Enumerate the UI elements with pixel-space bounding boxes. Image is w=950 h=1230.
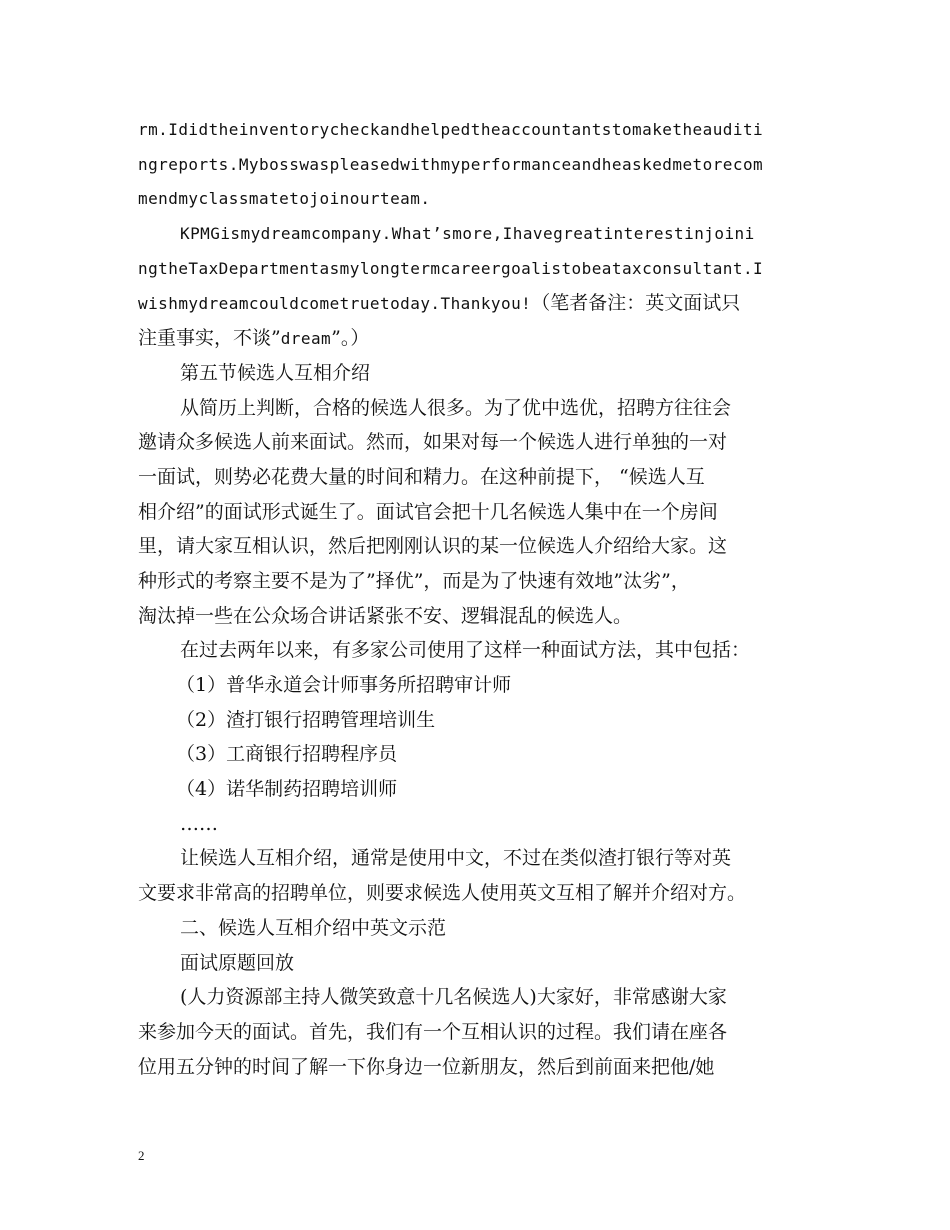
- text-span: wishmydreamcouldcometruetoday.Thankyou!: [138, 294, 532, 314]
- section-heading: 二、候选人互相介绍中英文示范: [180, 916, 447, 939]
- text-span: dream: [280, 329, 332, 349]
- paragraph-start-line: KPMGismydreamcompany.What’smore,Ihavegreatinterestinjoini: [180, 224, 755, 244]
- text-span: ”。）: [331, 327, 370, 350]
- text-line: rm.Ididtheinventorycheckandhelpedtheaccountantstomaketheauditi: [138, 120, 764, 139]
- text-line: 来参加今天的面试。首先，我们有一个互相认识的过程。我们请在座各: [138, 1020, 728, 1043]
- text-span: （笔者备注：英文面试只: [531, 292, 741, 315]
- text-line: 邀请众多候选人前来面试。然而，如果对每一个候选人进行单独的一对: [138, 431, 728, 454]
- text-line: [138, 286, 818, 321]
- text-line: mendmyclassmatetojoinourteam.: [138, 189, 431, 209]
- page-number: 2: [138, 1148, 145, 1163]
- paragraph-start-line: 让候选人互相介绍，通常是使用中文，不过在类似渣打银行等对英: [180, 847, 732, 870]
- text-line: ngtheTaxDepartmentasmylongtermcareergoalistobeataxconsultant.I: [138, 258, 764, 278]
- list-item: （4）诺华制药招聘培训师: [176, 778, 398, 801]
- document-body: [138, 113, 818, 1084]
- text-line: 种形式的考察主要不是为了”择优”，而是为了快速有效地”汰劣”，: [138, 569, 690, 592]
- section-heading: 面试原题回放: [180, 951, 295, 974]
- section-heading: 第五节候选人互相介绍: [180, 361, 371, 384]
- paragraph-start-line: 从简历上判断，合格的候选人很多。为了优中选优，招聘方往往会: [180, 396, 732, 419]
- text-line: 文要求非常高的招聘单位，则要求候选人使用英文互相了解并介绍对方。: [138, 882, 747, 905]
- list-item: （1）普华永道会计师事务所招聘审计师: [176, 674, 512, 696]
- paragraph-start-line: (人力资源部主持人微笑致意十几名候选人)大家好，非常感谢大家: [180, 986, 727, 1009]
- list-item: （2）渣打银行招聘管理培训生: [176, 708, 436, 731]
- text-line: ngreports.Mybosswaspleasedwithmyperformanceandheaskedmetorecom: [138, 154, 764, 174]
- text-line: 相介绍”的面试形式诞生了。面试官会把十几名候选人集中在一个房间: [138, 500, 718, 523]
- text-line: 里，请大家互相认识，然后把刚刚认识的某一位候选人介绍给大家。这: [138, 535, 728, 558]
- text-line: 一面试，则势必花费大量的时间和精力。在这种前提下， “候选人互: [138, 465, 705, 488]
- ellipsis-line: ……: [180, 812, 218, 835]
- list-item: （3）工商银行招聘程序员: [176, 743, 398, 766]
- text-line: 位用五分钟的时间了解一下你身边一位新朋友，然后到前面来把他/她: [138, 1055, 715, 1078]
- paragraph-start-line: 在过去两年以来，有多家公司使用了这样一种面试方法，其中包括：: [180, 639, 751, 662]
- text-span: 注重事实，不谈”: [138, 327, 281, 350]
- text-line: [138, 321, 818, 356]
- text-line: 淘汰掉一些在公众场合讲话紧张不安、逻辑混乱的候选人。: [138, 604, 633, 627]
